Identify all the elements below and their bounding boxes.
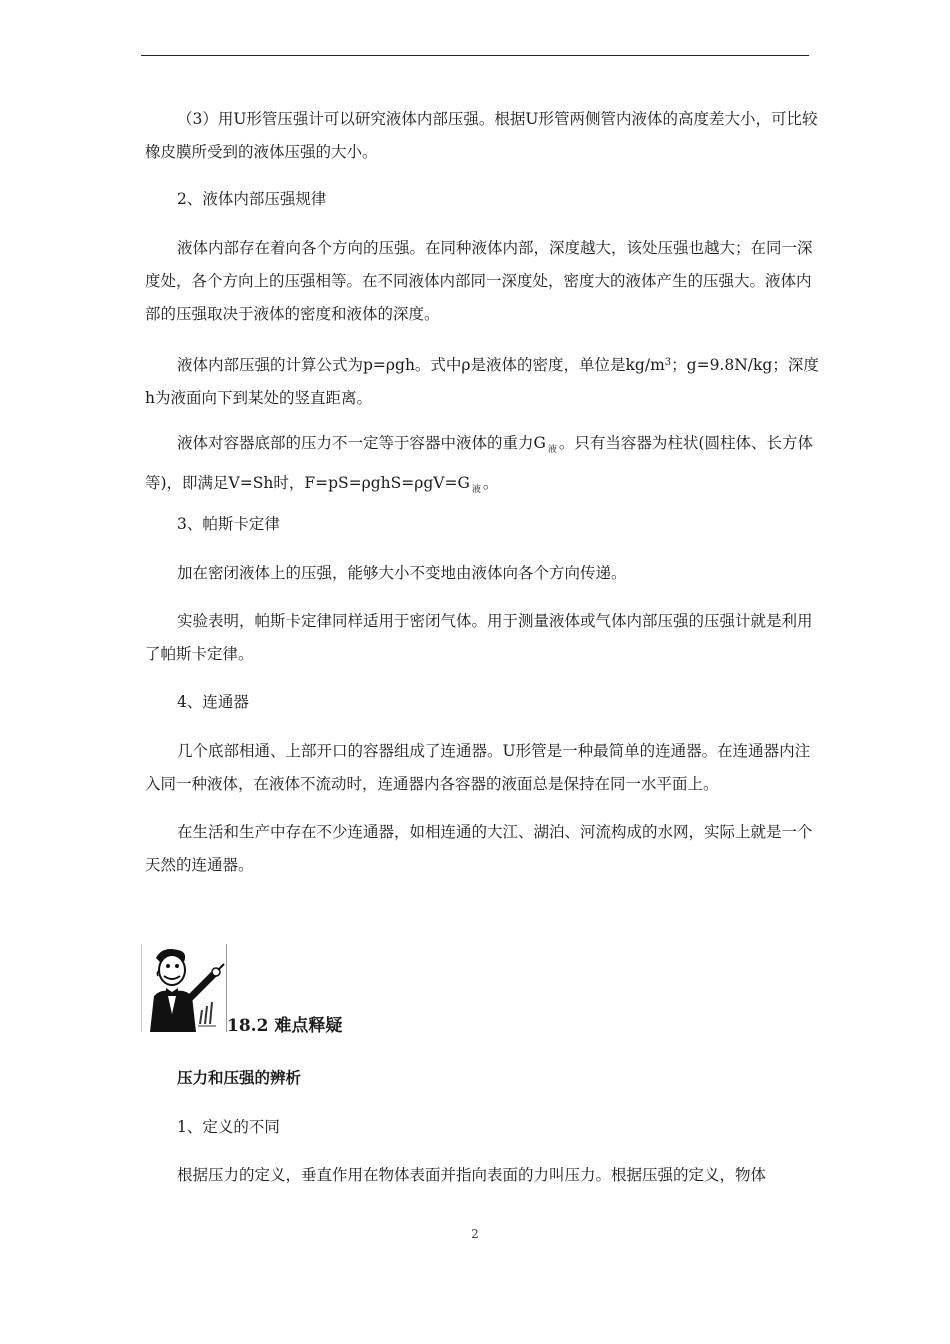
paragraph-bottom-force [145, 427, 820, 507]
heading-definition-difference: 1、定义的不同 [177, 1118, 280, 1136]
paragraph-connected-vessels: 几个底部相通、上部开口的容器组成了连通器。U形管是一种最简单的连通器。在连通器内注入同一种液体，在液体不流动时，连通器内各容器的液面总是保持在同一水平面上。 [145, 742, 811, 793]
pointing-man-illustration-icon [141, 944, 227, 1032]
header-rule [141, 55, 809, 56]
paragraph-pressure-law: 液体内部存在着向各个方向的压强。在同种液体内部，深度越大，该处压强也越大；在同一深度处，各个方向上的压强相等。在不同液体内部同一深度处，密度大的液体产生的压强大。液体内部的压强取决于液体的密度和液体的深度。 [145, 239, 813, 323]
paragraph-definition: 根据压力的定义，垂直作用在物体表面并指向表面的力叫压力。根据压强的定义，物体 [177, 1166, 767, 1184]
paragraph-pascal-experiment: 实验表明，帕斯卡定律同样适用于密闭气体。用于测量液体或气体内部压强的压强计就是利用了帕斯卡定律。 [145, 612, 813, 663]
page-number: 2 [471, 1227, 479, 1241]
subscript-liquid-2: 液 [471, 485, 481, 495]
heading-pascal-law: 3、帕斯卡定律 [177, 515, 280, 533]
force-text-a: 液体对容器底部的压力不一定等于容器中液体的重力G [177, 434, 546, 452]
force-text-b: 。只有当容器为柱状(圆柱体、长方体等)，即满足V=Sh时，F=pS=ρghS=ρgV=G [145, 434, 813, 492]
subsection-title: 压力和压强的辨析 [177, 1068, 302, 1087]
force-text-c: 。 [482, 474, 499, 492]
formula-text-b: ；g=9.8N/kg；深度h为液面向下到某处的竖直距离。 [145, 356, 819, 407]
heading-liquid-pressure-law: 2、液体内部压强规律 [177, 190, 327, 208]
subscript-liquid-1: 液 [547, 445, 557, 455]
heading-connected-vessels: 4、连通器 [177, 693, 249, 711]
section-title: 18.2 难点释疑 [227, 1016, 343, 1036]
paragraph-pascal-law: 加在密闭液体上的压强，能够大小不变地由液体向各个方向传递。 [177, 564, 627, 582]
paragraph-pressure-formula [145, 346, 820, 415]
paragraph-natural-vessels: 在生活和生产中存在不少连通器，如相连通的大江、湖泊、河流构成的水网，实际上就是一个天然的连通器。 [145, 823, 813, 874]
formula-text-a: 液体内部压强的计算公式为p=ρgh。式中ρ是液体的密度，单位是kg/m [177, 356, 665, 374]
superscript-3: 3 [664, 357, 672, 368]
paragraph-u-tube: （3）用U形管压强计可以研究液体内部压强。根据U形管两侧管内液体的高度差大小，可比较橡皮膜所受到的液体压强的大小。 [145, 110, 818, 161]
